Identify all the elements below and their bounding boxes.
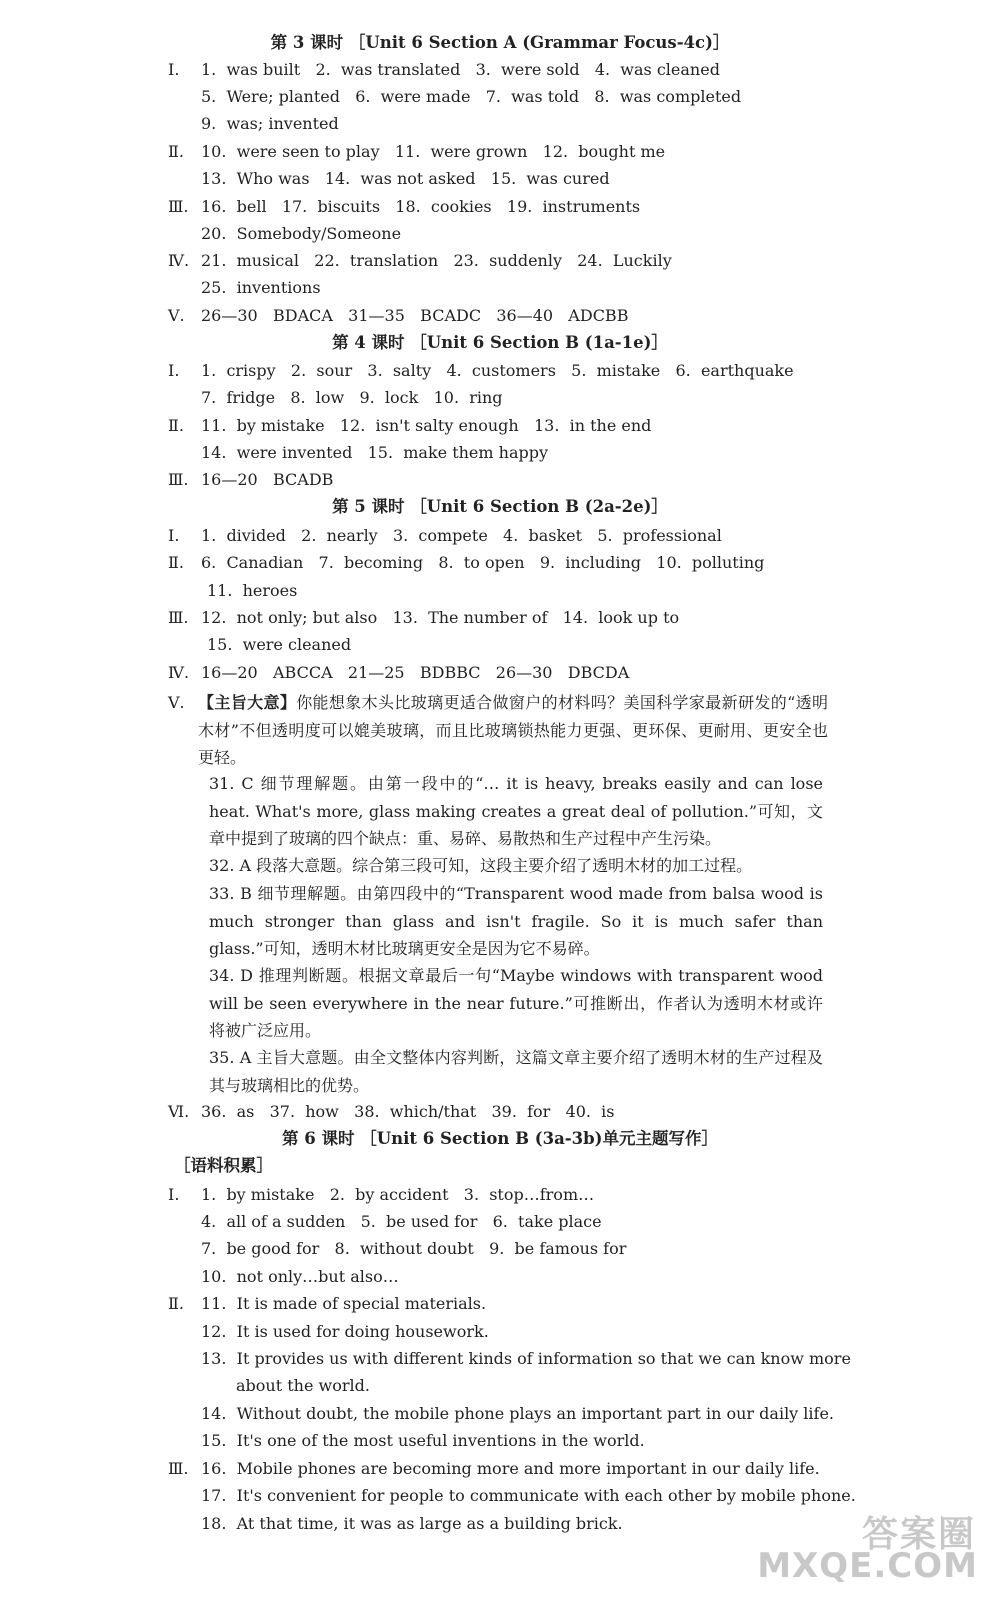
- l3-II-line1: Ⅱ. 10. were seen to play 11. were grown 12. bought me: [168, 142, 666, 161]
- l3-III-line2: 20. Somebody/Someone: [201, 224, 402, 243]
- l6-II-s11: Ⅱ. 11. It is made of special materials.: [168, 1294, 487, 1313]
- watermark-logo-text: 答案圈: [861, 1514, 976, 1555]
- l5-q33: 33. B 细节理解题。由第四段中的“Transparent wood made from balsa wood is much stronger than glass and isn't fragile. So it is much safer than glass.”可知，透明木材比玻璃更安全是因为它不易碎。: [209, 884, 823, 958]
- l5-q35: 35. A 主旨大意题。由全文整体内容判断，这篇文章主要介绍了透明木材的生产过程及其与玻璃相比的优势。: [209, 1048, 823, 1095]
- l3-IV-line2: 25. inventions: [201, 278, 321, 297]
- l6-II-s13b: about the world.: [236, 1376, 370, 1395]
- l5-III-line1: Ⅲ. 12. not only; but also 13. The number of 14. look up to: [168, 608, 680, 627]
- l6-III-s16: Ⅲ. 16. Mobile phones are becoming more and more important in our daily life.: [168, 1459, 820, 1478]
- l6-I-line1: Ⅰ. 1. by mistake 2. by accident 3. stop…from…: [168, 1185, 595, 1204]
- l3-IV-line1: Ⅳ. 21. musical 22. translation 23. suddenly 24. Luckily: [168, 251, 672, 270]
- l5-VI-line1: Ⅵ. 36. as 37. how 38. which/that 39. for 40. is: [168, 1102, 615, 1121]
- l5-I-line1: Ⅰ. 1. divided 2. nearly 3. compete 4. basket 5. professional: [168, 526, 722, 545]
- l6-II-s12: 12. It is used for doing housework.: [201, 1322, 489, 1341]
- lesson-6-title: 第 6 课时 ［Unit 6 Section B (3a-3b)单元主题写作］: [282, 1129, 718, 1148]
- l4-III-line1: Ⅲ. 16—20 BCADB: [168, 470, 334, 489]
- l5-II-line2: 11. heroes: [207, 581, 298, 600]
- l4-II-line2: 14. were invented 15. make them happy: [201, 443, 549, 462]
- l6-II-s13: 13. It provides us with different kinds of information so that we can know more: [201, 1349, 851, 1368]
- l5-III-line2: 15. were cleaned: [207, 635, 352, 654]
- l5-q34: 34. D 推理判断题。根据文章最后一句“Maybe windows with transparent wood will be seen everywhere in the near future.”可推断出，作者认为透明木材或许将被广泛应用。: [209, 966, 823, 1040]
- lesson-4-title: 第 4 课时 ［Unit 6 Section B (1a-1e)］: [332, 333, 668, 352]
- l6-II-s14: 14. Without doubt, the mobile phone plays an important part in our daily life.: [201, 1404, 835, 1423]
- roman-numeral: Ⅰ.: [168, 60, 180, 79]
- l5-V-summary: 【主旨大意】你能想象木头比玻璃更适合做窗户的材料吗？美国科学家最新研发的“透明木材”不但透明度可以媲美玻璃，而且比玻璃锁热能力更强、更环保、更耐用、更安全也更轻。: [198, 693, 828, 767]
- l6-II-s15: 15. It's one of the most useful inventions in the world.: [201, 1431, 645, 1450]
- l5-V-num: Ⅴ.: [168, 693, 185, 712]
- lesson-3-title: 第 3 课时 ［Unit 6 Section A (Grammar Focus-4c)］: [270, 33, 730, 52]
- l6-III-s18: 18. At that time, it was as large as a building brick.: [201, 1514, 623, 1533]
- l4-II-line1: Ⅱ. 11. by mistake 12. isn't salty enough 13. in the end: [168, 416, 652, 435]
- l5-q32: 32. A 段落大意题。综合第三段可知，这段主要介绍了透明木材的加工过程。: [209, 856, 753, 875]
- watermark-url: MXQE.COM: [757, 1546, 978, 1586]
- l3-I-line2: 5. Were; planted 6. were made 7. was told 8. was completed: [201, 87, 742, 106]
- l3-III-line1: Ⅲ. 16. bell 17. biscuits 18. cookies 19. instruments: [168, 197, 641, 216]
- l5-q31: 31. C 细节理解题。由第一段中的“… it is heavy, breaks easily and can lose heat. What's more, glass making creates a great deal of pollution.”可知，文章中提到了玻璃的四个缺点：重、易碎、易散热和生产过程中产生污染。: [209, 774, 823, 848]
- lesson-5-title: 第 5 课时 ［Unit 6 Section B (2a-2e)］: [332, 497, 668, 516]
- watermark-logo: [757, 1506, 982, 1586]
- summary-tag: 【主旨大意】: [198, 693, 297, 712]
- l3-V-line1: Ⅴ. 26—30 BDACA 31—35 BCADC 36—40 ADCBB: [168, 306, 629, 325]
- l5-II-line1: Ⅱ. 6. Canadian 7. becoming 8. to open 9. including 10. polluting: [168, 553, 765, 572]
- l3-II-line2: 13. Who was 14. was not asked 15. was cured: [201, 169, 610, 188]
- l6-I-line3: 7. be good for 8. without doubt 9. be famous for: [201, 1239, 627, 1258]
- l3-I-line3: 9. was; invented: [201, 114, 339, 133]
- l6-I-line2: 4. all of a sudden 5. be used for 6. take place: [201, 1212, 602, 1231]
- l3-I-line1: Ⅰ. 1. was built 2. was translated 3. were sold 4. was cleaned: [0, 56, 1000, 83]
- l6-section-heading: ［语料积累］: [174, 1156, 273, 1175]
- l4-I-line2: 7. fridge 8. low 9. lock 10. ring: [201, 388, 503, 407]
- l6-I-line4: 10. not only…but also…: [201, 1267, 399, 1286]
- l5-IV-line1: Ⅳ. 16—20 ABCCA 21—25 BDBBC 26—30 DBCDA: [168, 663, 630, 682]
- l6-III-s17: 17. It's convenient for people to communicate with each other by mobile phone.: [201, 1486, 856, 1505]
- l4-I-line1: Ⅰ. 1. crispy 2. sour 3. salty 4. customers 5. mistake 6. earthquake: [168, 361, 794, 380]
